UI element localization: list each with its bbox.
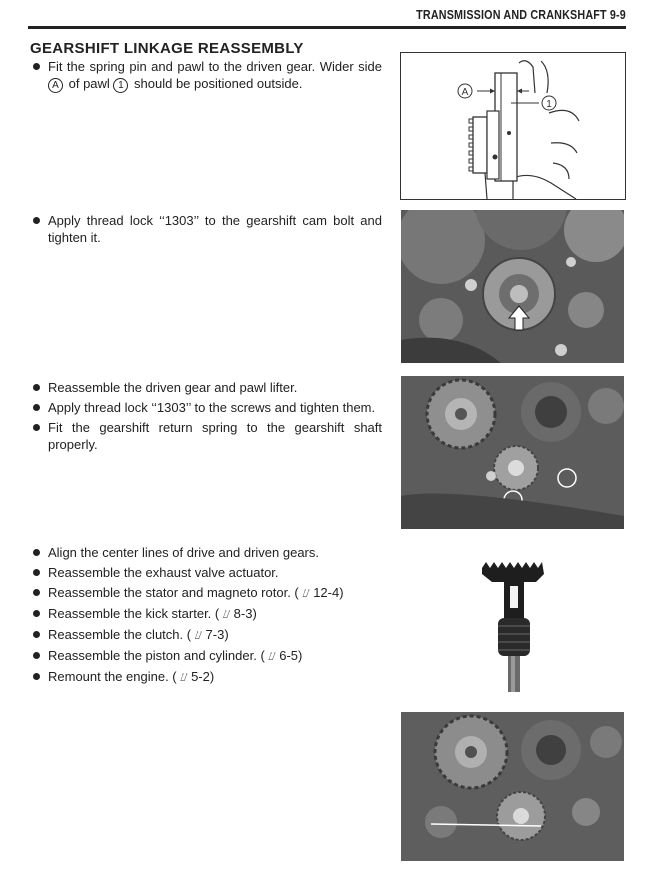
- list-item: Align the center lines of drive and driven gears.: [32, 544, 382, 561]
- list-item: Reassemble the kick starter. ( ⌰ 8-3): [32, 605, 382, 623]
- list-item: Reassemble the exhaust valve actuator.: [32, 564, 382, 581]
- list-item: Apply thread lock ‘‘1303’’ to the gearshift cam bolt and tighten it.: [32, 212, 382, 246]
- reference-icon: ⌰: [194, 629, 202, 642]
- step-block-4: [32, 544, 382, 689]
- reference-icon: ⌰: [268, 650, 276, 663]
- gear-alignment-photo: [401, 712, 624, 861]
- pawl-diagram: [400, 52, 626, 200]
- list-item: Reassemble the piston and cylinder. ( ⌰ 6-5): [32, 647, 382, 665]
- return-spring-photo: [401, 376, 624, 529]
- list-item: Apply thread lock ‘‘1303’’ to the screws and tighten them.: [32, 399, 382, 416]
- list-item: Remount the engine. ( ⌰ 5-2): [32, 668, 382, 686]
- label-1: 1: [546, 99, 552, 110]
- pawl-line-drawing: [401, 53, 625, 199]
- step-block-2: [32, 212, 382, 249]
- label-1-marker: 1: [113, 78, 128, 93]
- list-item: Reassemble the stator and magneto rotor. ( ⌰ 12-4): [32, 584, 382, 602]
- actuator-photo: [470, 560, 560, 695]
- step-block-3: [32, 379, 382, 456]
- list-item: Reassemble the driven gear and pawl lifter.: [32, 379, 382, 396]
- page-header: [28, 8, 626, 29]
- section-title: GEARSHIFT LINKAGE REASSEMBLY: [30, 40, 304, 57]
- gear-alignment-illustration: [401, 712, 624, 861]
- return-spring-illustration: [401, 376, 624, 529]
- label-a: A: [461, 87, 469, 98]
- reference-icon: ⌰: [302, 587, 310, 600]
- label-a-marker: A: [48, 78, 63, 93]
- header-title: TRANSMISSION AND CRANKSHAFT 9-9: [416, 8, 626, 22]
- list-item: Reassemble the clutch. ( ⌰ 7-3): [32, 626, 382, 644]
- step-block-1: [32, 58, 382, 96]
- reference-icon: ⌰: [180, 671, 188, 684]
- cam-bolt-photo: [401, 210, 624, 363]
- list-item: Fit the gearshift return spring to the gearshift shaft properly.: [32, 419, 382, 453]
- cam-bolt-illustration: [401, 210, 624, 363]
- list-item: Fit the spring pin and pawl to the driven gear. Wider side A of pawl 1 should be positioned outside.: [32, 58, 382, 93]
- reference-icon: ⌰: [222, 608, 231, 621]
- actuator-illustration: [470, 560, 560, 695]
